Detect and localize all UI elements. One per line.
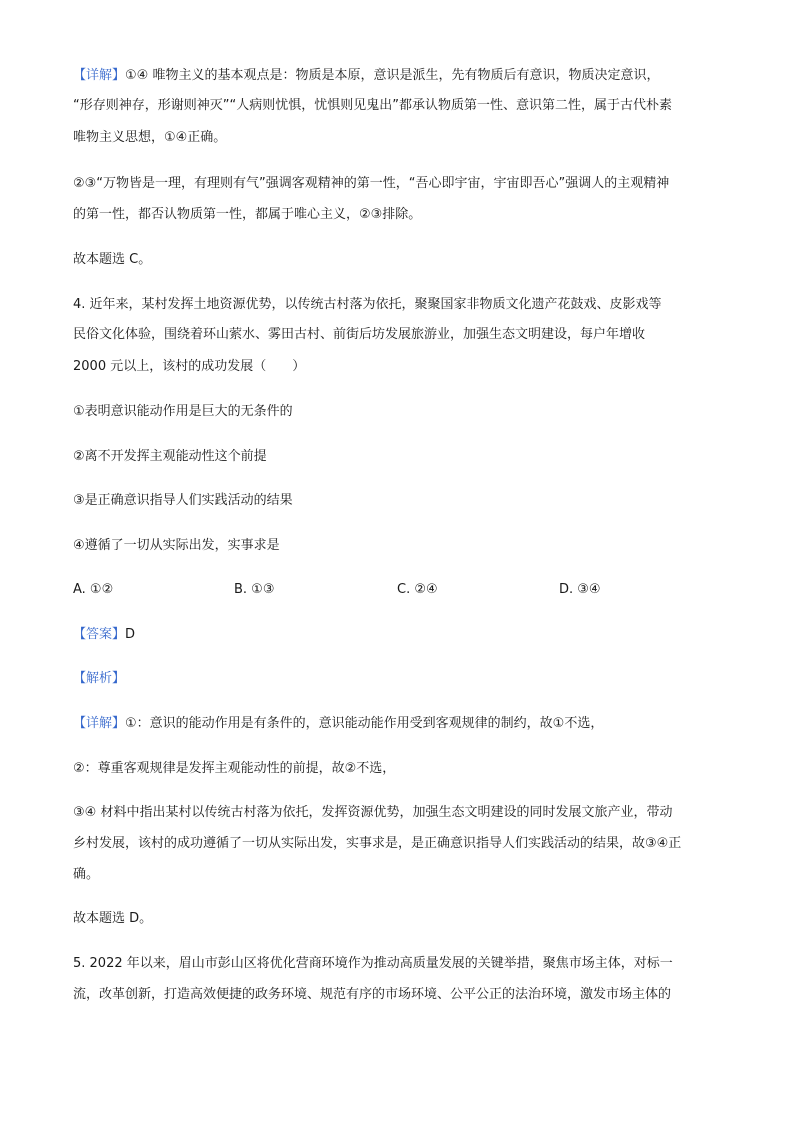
- statement-2: ②离不开发挥主观能动性这个前提: [73, 449, 267, 464]
- paragraph-line: “形存则神存，形谢则神灭”“人病则忧惧，忧惧则见鬼出”都承认物质第一性、意识第二性，属于古代朴素: [73, 98, 672, 113]
- answer-tag: 【答案】: [73, 627, 126, 642]
- conclusion-line: 故本题选 D。: [73, 911, 153, 926]
- answer-value: D: [125, 627, 136, 642]
- statement-3: ③是正确意识指导人们实践活动的结果: [73, 493, 293, 508]
- option-b: B. ①③: [234, 582, 275, 597]
- option-c: C. ②④: [397, 582, 438, 597]
- question-5-line: 流，改革创新，打造高效便捷的政务环境、规范有序的市场环境、公平公正的法治环境，激发市场主体的: [73, 987, 672, 1002]
- analysis-tag: 【解析】: [73, 671, 126, 686]
- detail-line: 乡村发展，该村的成功遵循了一切从实际出发，实事求是，是正确意识指导人们实践活动的结果，故③④正: [73, 836, 682, 851]
- paragraph-line: 的第一性，都否认物质第一性，都属于唯心主义，②③排除。: [73, 207, 422, 222]
- detail-line: ②：尊重客观规律是发挥主观能动性的前提，故②不选，: [73, 761, 396, 776]
- question-4-line: 2000 元以上，该村的成功发展（ ）: [73, 359, 306, 374]
- answer-line: [73, 625, 728, 644]
- line-text: ①：意识的能动作用是有条件的，意识能动能作用受到客观规律的制约，故①不选，: [125, 716, 604, 731]
- question-5-line: 5. 2022 年以来，眉山市彭山区将优化营商环境作为推动高质量发展的关键举措，聚焦市场主体，对标一: [73, 956, 673, 971]
- statement-1: ①表明意识能动作用是巨大的无条件的: [73, 404, 293, 419]
- question-4-line: 民俗文化体验，围绕着环山萦水、雾田古村、前街后坊发展旅游业，加强生态文明建设，每户年增收: [73, 327, 646, 342]
- question-4-line: 4. 近年来，某村发挥土地资源优势，以传统古村落为依托，聚聚国家非物质文化遗产花鼓戏、皮影戏等: [73, 297, 662, 312]
- detail-tag: 【详解】: [73, 716, 126, 731]
- analysis-line: [73, 669, 728, 688]
- line-text: ①④ 唯物主义的基本观点是：物质是本原，意识是派生，先有物质后有意识，物质决定意识，: [125, 68, 660, 83]
- detail-line: ③④ 材料中指出某村以传统古村落为依托，发挥资源优势，加强生态文明建设的同时发展文旅产业，带动: [73, 805, 673, 820]
- detail-line: [73, 714, 728, 733]
- detail-line: 确。: [73, 867, 100, 882]
- option-d: D. ③④: [559, 582, 601, 597]
- paragraph-line: [73, 66, 728, 85]
- paragraph-line: 唯物主义思想，①④正确。: [73, 130, 227, 145]
- option-a: A. ①②: [73, 582, 114, 597]
- statement-4: ④遵循了一切从实际出发，实事求是: [73, 538, 280, 553]
- paragraph-line: ②③“万物皆是一理，有理则有气”强调客观精神的第一性，“吾心即宇宙，宇宙即吾心”强调人的主观精神: [73, 176, 670, 191]
- detail-tag: 【详解】: [73, 68, 126, 83]
- conclusion-line: 故本题选 C。: [73, 252, 152, 267]
